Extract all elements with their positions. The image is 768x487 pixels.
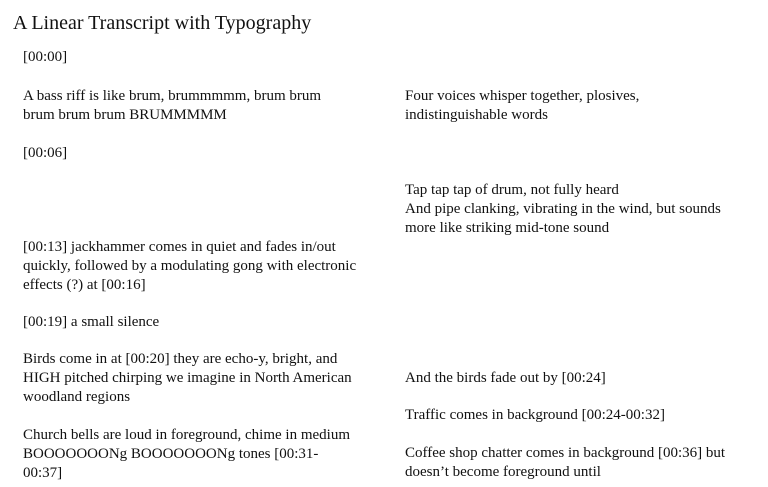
bass-riff-line-1: A bass riff is like brum, brummmmm, brum brum: [23, 88, 322, 104]
jackhammer-entry: [23, 238, 395, 295]
timestamp-0006-text: [00:06]: [23, 145, 68, 161]
drum-pipe-line-2: And pipe clanking, vibrating in the wind, but sounds: [405, 201, 721, 217]
church-bells-entry: [23, 426, 395, 483]
church-bells-line-3: 00:37]: [23, 465, 63, 481]
four-voices-line-1: Four voices whisper together, plosives,: [405, 88, 640, 104]
jackhammer-line-3: effects (?) at [00:16]: [23, 277, 146, 293]
timestamp-0000: [23, 48, 395, 67]
church-bells-line-2: BOOOOOOONg BOOOOOOONg tones [00:31-: [23, 446, 319, 462]
coffee-shop-entry: [405, 444, 761, 482]
birds-fade-entry: [405, 369, 761, 388]
small-silence-entry: [23, 313, 395, 332]
birds-line-2: HIGH pitched chirping we imagine in North American: [23, 370, 352, 386]
church-bells-line-1: Church bells are loud in foreground, chime in medium: [23, 427, 351, 443]
birds-fade-text: And the birds fade out by [00:24]: [405, 370, 606, 386]
birds-line-1: Birds come in at [00:20] they are echo-y, bright, and: [23, 351, 338, 367]
four-voices-line-2: indistinguishable words: [405, 107, 548, 123]
jackhammer-line-1: [00:13] jackhammer comes in quiet and fades in/out: [23, 239, 336, 255]
traffic-entry: [405, 406, 761, 425]
traffic-text: Traffic comes in background [00:24-00:32]: [405, 407, 665, 423]
bass-riff-entry: [23, 87, 395, 125]
small-silence-text: [00:19] a small silence: [23, 314, 160, 330]
four-voices-entry: [405, 87, 761, 125]
coffee-shop-line-2: doesn’t become foreground until: [405, 464, 601, 480]
jackhammer-line-2: quickly, followed by a modulating gong with electronic: [23, 258, 357, 274]
timestamp-0000-text: [00:00]: [23, 49, 68, 65]
drum-pipe-entry: [405, 181, 761, 238]
birds-line-3: woodland regions: [23, 389, 131, 405]
drum-pipe-line-3: more like striking mid-tone sound: [405, 220, 610, 236]
timestamp-0006: [23, 144, 395, 163]
page-title: A Linear Transcript with Typography: [13, 12, 312, 34]
drum-pipe-line-1: Tap tap tap of drum, not fully heard: [405, 182, 619, 198]
birds-entry: [23, 350, 395, 407]
coffee-shop-line-1: Coffee shop chatter comes in background [00:36] but: [405, 445, 726, 461]
bass-riff-line-2: brum brum brum BRUMMMMM: [23, 107, 227, 123]
